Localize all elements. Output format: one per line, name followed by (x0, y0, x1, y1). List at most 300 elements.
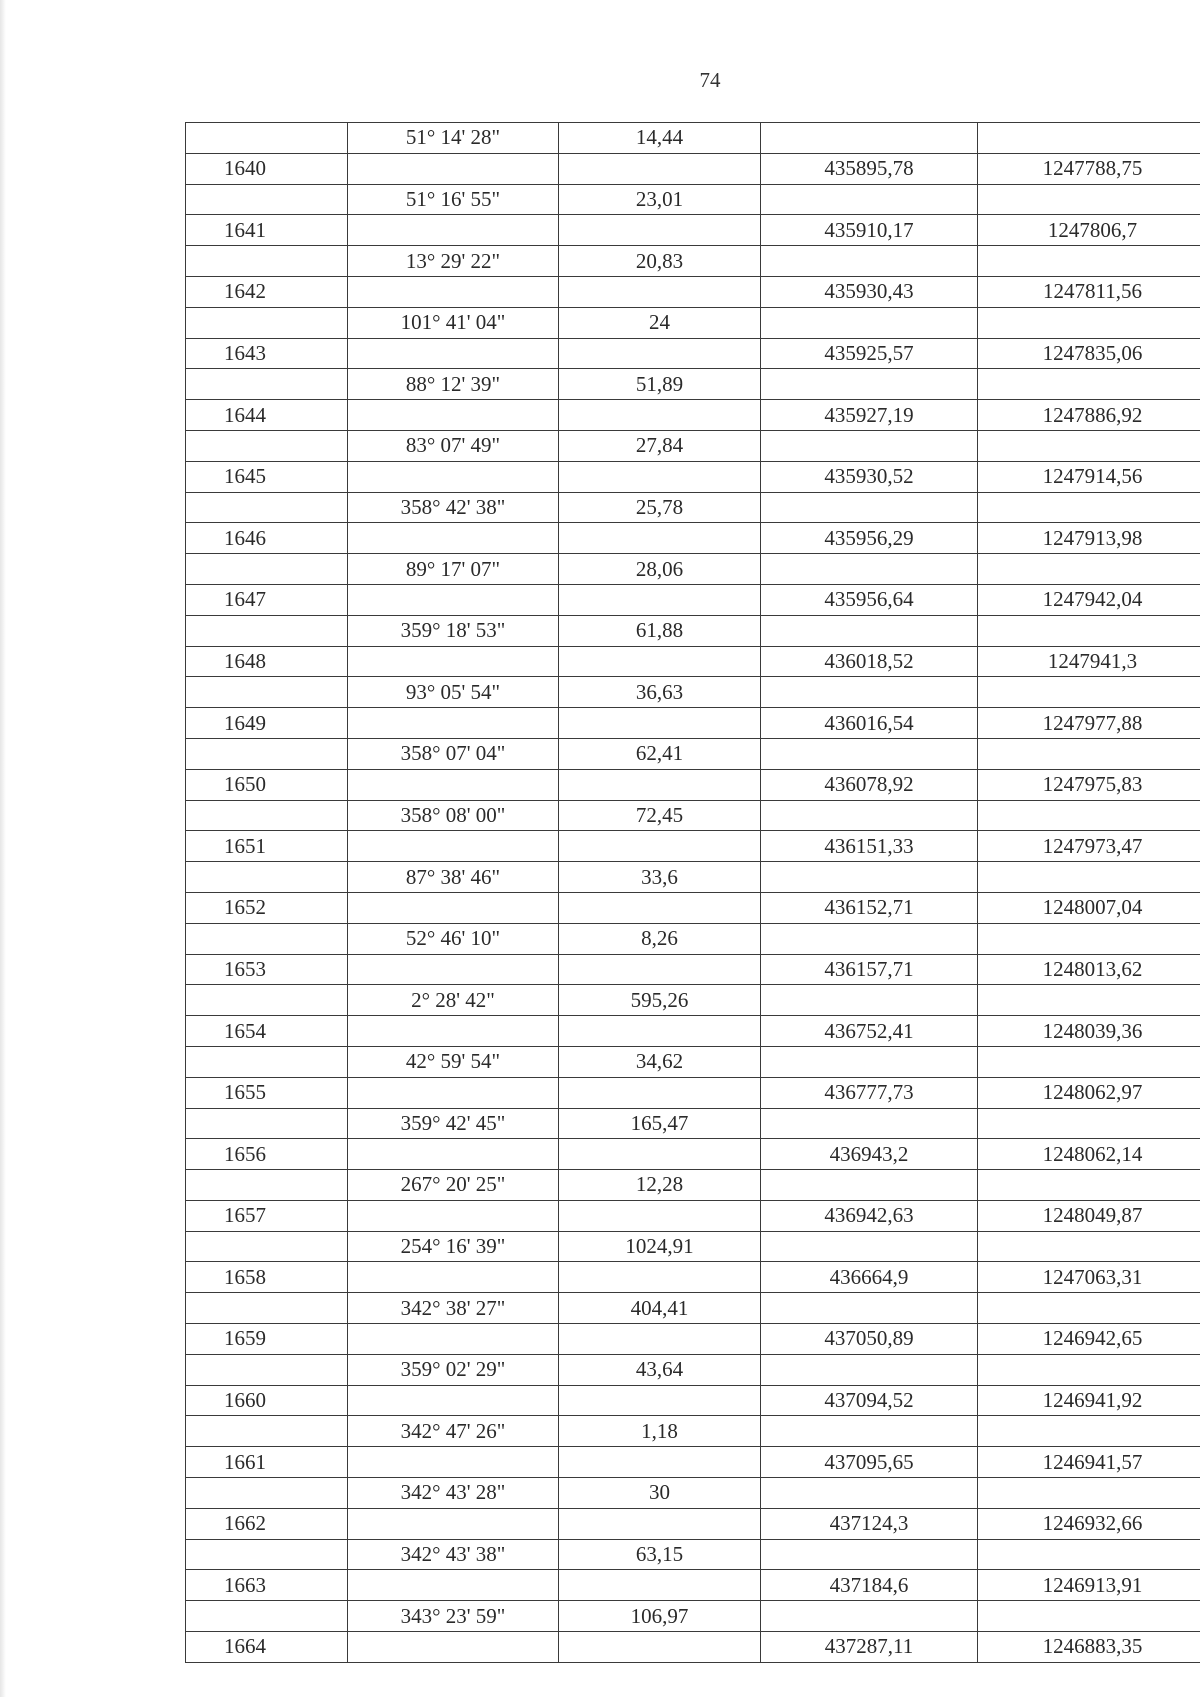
y-coordinate-cell: 1247886,92 (978, 400, 1200, 431)
y-coordinate-cell (978, 307, 1200, 338)
direction-angle-cell: 254° 16' 39" (348, 1231, 559, 1262)
x-coordinate-cell: 435930,52 (761, 461, 978, 492)
point-number-cell (186, 1416, 348, 1447)
y-coordinate-cell (978, 800, 1200, 831)
point-number-cell (186, 1539, 348, 1570)
table-row (186, 800, 1200, 831)
point-number-cell: 1660 (186, 1385, 348, 1416)
distance-cell: 28,06 (559, 554, 761, 585)
distance-cell: 34,62 (559, 1046, 761, 1077)
table-row (186, 1046, 1200, 1077)
distance-cell: 62,41 (559, 738, 761, 769)
point-number-cell (186, 1478, 348, 1509)
direction-angle-cell: 2° 28' 42" (348, 985, 559, 1016)
x-coordinate-cell (761, 1601, 978, 1632)
table-row (186, 1231, 1200, 1262)
point-number-cell (186, 923, 348, 954)
table-row (186, 1200, 1200, 1231)
point-number-cell: 1642 (186, 276, 348, 307)
table-row (186, 584, 1200, 615)
direction-angle-cell (348, 1139, 559, 1170)
distance-cell (559, 646, 761, 677)
page-number: 74 (699, 68, 721, 92)
y-coordinate-cell: 1247811,56 (978, 276, 1200, 307)
distance-cell: 30 (559, 1478, 761, 1509)
y-coordinate-cell: 1246942,65 (978, 1324, 1200, 1355)
table-row (186, 923, 1200, 954)
table-row (186, 1539, 1200, 1570)
table-row (186, 400, 1200, 431)
direction-angle-cell (348, 954, 559, 985)
x-coordinate-cell (761, 985, 978, 1016)
distance-cell (559, 1262, 761, 1293)
distance-cell (559, 153, 761, 184)
point-number-cell: 1662 (186, 1508, 348, 1539)
direction-angle-cell: 358° 42' 38" (348, 492, 559, 523)
point-number-cell (186, 246, 348, 277)
y-coordinate-cell: 1247942,04 (978, 584, 1200, 615)
x-coordinate-cell (761, 369, 978, 400)
direction-angle-cell (348, 1077, 559, 1108)
point-number-cell: 1655 (186, 1077, 348, 1108)
direction-angle-cell: 83° 07' 49" (348, 430, 559, 461)
direction-angle-cell: 342° 47' 26" (348, 1416, 559, 1447)
distance-cell: 106,97 (559, 1601, 761, 1632)
y-coordinate-cell: 1247063,31 (978, 1262, 1200, 1293)
point-number-cell (186, 738, 348, 769)
x-coordinate-cell (761, 1416, 978, 1447)
x-coordinate-cell: 436752,41 (761, 1016, 978, 1047)
y-coordinate-cell (978, 615, 1200, 646)
y-coordinate-cell (978, 862, 1200, 893)
distance-cell (559, 769, 761, 800)
point-number-cell: 1643 (186, 338, 348, 369)
direction-angle-cell: 93° 05' 54" (348, 677, 559, 708)
y-coordinate-cell: 1247941,3 (978, 646, 1200, 677)
y-coordinate-cell: 1247973,47 (978, 831, 1200, 862)
y-coordinate-cell: 1248039,36 (978, 1016, 1200, 1047)
point-number-cell: 1654 (186, 1016, 348, 1047)
x-coordinate-cell: 437287,11 (761, 1632, 978, 1663)
direction-angle-cell (348, 1262, 559, 1293)
point-number-cell (186, 430, 348, 461)
direction-angle-cell (348, 1016, 559, 1047)
x-coordinate-cell: 436943,2 (761, 1139, 978, 1170)
table-row (186, 307, 1200, 338)
distance-cell: 63,15 (559, 1539, 761, 1570)
distance-cell: 25,78 (559, 492, 761, 523)
distance-cell (559, 1447, 761, 1478)
distance-cell: 20,83 (559, 246, 761, 277)
direction-angle-cell (348, 1632, 559, 1663)
direction-angle-cell (348, 831, 559, 862)
direction-angle-cell: 342° 38' 27" (348, 1293, 559, 1324)
distance-cell (559, 1385, 761, 1416)
direction-angle-cell (348, 1570, 559, 1601)
distance-cell: 43,64 (559, 1354, 761, 1385)
point-number-cell: 1659 (186, 1324, 348, 1355)
table-row (186, 1077, 1200, 1108)
point-number-cell: 1663 (186, 1570, 348, 1601)
distance-cell (559, 1324, 761, 1355)
y-coordinate-cell: 1247835,06 (978, 338, 1200, 369)
direction-angle-cell: 359° 02' 29" (348, 1354, 559, 1385)
x-coordinate-cell (761, 246, 978, 277)
y-coordinate-cell: 1246941,57 (978, 1447, 1200, 1478)
x-coordinate-cell: 435910,17 (761, 215, 978, 246)
direction-angle-cell: 88° 12' 39" (348, 369, 559, 400)
distance-cell: 595,26 (559, 985, 761, 1016)
distance-cell: 33,6 (559, 862, 761, 893)
y-coordinate-cell: 1247977,88 (978, 708, 1200, 739)
distance-cell: 61,88 (559, 615, 761, 646)
table-row (186, 738, 1200, 769)
y-coordinate-cell (978, 1046, 1200, 1077)
direction-angle-cell (348, 215, 559, 246)
x-coordinate-cell: 437094,52 (761, 1385, 978, 1416)
table-row (186, 708, 1200, 739)
direction-angle-cell (348, 1508, 559, 1539)
direction-angle-cell (348, 1200, 559, 1231)
direction-angle-cell: 358° 07' 04" (348, 738, 559, 769)
distance-cell (559, 1200, 761, 1231)
table-row (186, 1016, 1200, 1047)
y-coordinate-cell (978, 738, 1200, 769)
x-coordinate-cell (761, 1170, 978, 1201)
table-row (186, 123, 1200, 154)
x-coordinate-cell (761, 1046, 978, 1077)
table-row (186, 246, 1200, 277)
point-number-cell (186, 800, 348, 831)
x-coordinate-cell: 436078,92 (761, 769, 978, 800)
distance-cell (559, 708, 761, 739)
x-coordinate-cell (761, 1354, 978, 1385)
y-coordinate-cell (978, 369, 1200, 400)
table-row (186, 1632, 1200, 1663)
x-coordinate-cell: 436018,52 (761, 646, 978, 677)
x-coordinate-cell: 436664,9 (761, 1262, 978, 1293)
y-coordinate-cell: 1247975,83 (978, 769, 1200, 800)
x-coordinate-cell: 436777,73 (761, 1077, 978, 1108)
table-row (186, 215, 1200, 246)
direction-angle-cell: 51° 16' 55" (348, 184, 559, 215)
y-coordinate-cell: 1248062,97 (978, 1077, 1200, 1108)
point-number-cell: 1651 (186, 831, 348, 862)
y-coordinate-cell (978, 1108, 1200, 1139)
y-coordinate-cell (978, 1231, 1200, 1262)
x-coordinate-cell (761, 677, 978, 708)
table-row (186, 1508, 1200, 1539)
table-row (186, 554, 1200, 585)
direction-angle-cell: 101° 41' 04" (348, 307, 559, 338)
y-coordinate-cell (978, 1539, 1200, 1570)
distance-cell: 12,28 (559, 1170, 761, 1201)
x-coordinate-cell: 435925,57 (761, 338, 978, 369)
table-row (186, 1385, 1200, 1416)
direction-angle-cell: 343° 23' 59" (348, 1601, 559, 1632)
point-number-cell (186, 554, 348, 585)
table-row (186, 369, 1200, 400)
direction-angle-cell: 358° 08' 00" (348, 800, 559, 831)
table-row (186, 892, 1200, 923)
x-coordinate-cell (761, 1478, 978, 1509)
table-row (186, 1170, 1200, 1201)
point-number-cell (186, 1046, 348, 1077)
point-number-cell: 1644 (186, 400, 348, 431)
direction-angle-cell (348, 1324, 559, 1355)
table-row (186, 954, 1200, 985)
x-coordinate-cell: 435895,78 (761, 153, 978, 184)
y-coordinate-cell (978, 554, 1200, 585)
distance-cell (559, 1139, 761, 1170)
distance-cell (559, 1508, 761, 1539)
table-row (186, 461, 1200, 492)
point-number-cell: 1649 (186, 708, 348, 739)
distance-cell (559, 1016, 761, 1047)
direction-angle-cell (348, 584, 559, 615)
table-row (186, 1447, 1200, 1478)
distance-cell: 27,84 (559, 430, 761, 461)
table-row (186, 1262, 1200, 1293)
y-coordinate-cell: 1248049,87 (978, 1200, 1200, 1231)
direction-angle-cell: 52° 46' 10" (348, 923, 559, 954)
table-row (186, 276, 1200, 307)
direction-angle-cell: 13° 29' 22" (348, 246, 559, 277)
point-number-cell: 1652 (186, 892, 348, 923)
distance-cell: 14,44 (559, 123, 761, 154)
y-coordinate-cell (978, 184, 1200, 215)
y-coordinate-cell: 1248007,04 (978, 892, 1200, 923)
distance-cell (559, 276, 761, 307)
table-row (186, 615, 1200, 646)
direction-angle-cell (348, 153, 559, 184)
distance-cell (559, 1077, 761, 1108)
direction-angle-cell (348, 708, 559, 739)
direction-angle-cell: 51° 14' 28" (348, 123, 559, 154)
table-row (186, 184, 1200, 215)
table-row (186, 523, 1200, 554)
distance-cell: 51,89 (559, 369, 761, 400)
direction-angle-cell: 359° 18' 53" (348, 615, 559, 646)
y-coordinate-cell (978, 1478, 1200, 1509)
y-coordinate-cell: 1247913,98 (978, 523, 1200, 554)
y-coordinate-cell (978, 430, 1200, 461)
point-number-cell: 1647 (186, 584, 348, 615)
table-row (186, 646, 1200, 677)
y-coordinate-cell: 1246913,91 (978, 1570, 1200, 1601)
x-coordinate-cell (761, 430, 978, 461)
y-coordinate-cell: 1247806,7 (978, 215, 1200, 246)
x-coordinate-cell (761, 1293, 978, 1324)
direction-angle-cell: 267° 20' 25" (348, 1170, 559, 1201)
x-coordinate-cell: 437050,89 (761, 1324, 978, 1355)
distance-cell (559, 584, 761, 615)
table-row (186, 1354, 1200, 1385)
point-number-cell (186, 1170, 348, 1201)
x-coordinate-cell: 436157,71 (761, 954, 978, 985)
direction-angle-cell (348, 523, 559, 554)
point-number-cell (186, 862, 348, 893)
y-coordinate-cell (978, 923, 1200, 954)
x-coordinate-cell: 435956,64 (761, 584, 978, 615)
x-coordinate-cell: 436016,54 (761, 708, 978, 739)
table-row (186, 153, 1200, 184)
table-row (186, 1108, 1200, 1139)
table-row (186, 1478, 1200, 1509)
distance-cell: 23,01 (559, 184, 761, 215)
point-number-cell: 1664 (186, 1632, 348, 1663)
x-coordinate-cell (761, 1539, 978, 1570)
x-coordinate-cell (761, 1231, 978, 1262)
distance-cell (559, 892, 761, 923)
point-number-cell (186, 1293, 348, 1324)
point-number-cell: 1645 (186, 461, 348, 492)
point-number-cell: 1658 (186, 1262, 348, 1293)
y-coordinate-cell: 1247914,56 (978, 461, 1200, 492)
point-number-cell: 1640 (186, 153, 348, 184)
point-number-cell: 1650 (186, 769, 348, 800)
x-coordinate-cell (761, 738, 978, 769)
point-number-cell: 1648 (186, 646, 348, 677)
point-number-cell (186, 492, 348, 523)
point-number-cell (186, 123, 348, 154)
point-number-cell: 1656 (186, 1139, 348, 1170)
distance-cell: 1024,91 (559, 1231, 761, 1262)
y-coordinate-cell: 1246932,66 (978, 1508, 1200, 1539)
x-coordinate-cell (761, 554, 978, 585)
direction-angle-cell (348, 338, 559, 369)
distance-cell: 72,45 (559, 800, 761, 831)
point-number-cell: 1661 (186, 1447, 348, 1478)
distance-cell (559, 461, 761, 492)
table-row (186, 677, 1200, 708)
direction-angle-cell (348, 892, 559, 923)
distance-cell (559, 1570, 761, 1601)
y-coordinate-cell (978, 1170, 1200, 1201)
y-coordinate-cell (978, 1354, 1200, 1385)
table-row (186, 492, 1200, 523)
distance-cell (559, 338, 761, 369)
point-number-cell (186, 615, 348, 646)
scan-edge-shadow (0, 0, 6, 1697)
point-number-cell (186, 1601, 348, 1632)
direction-angle-cell (348, 1385, 559, 1416)
x-coordinate-cell (761, 862, 978, 893)
table-row (186, 831, 1200, 862)
x-coordinate-cell (761, 800, 978, 831)
distance-cell: 36,63 (559, 677, 761, 708)
y-coordinate-cell (978, 1601, 1200, 1632)
y-coordinate-cell: 1246883,35 (978, 1632, 1200, 1663)
x-coordinate-cell: 436152,71 (761, 892, 978, 923)
distance-cell (559, 215, 761, 246)
x-coordinate-cell: 436942,63 (761, 1200, 978, 1231)
point-number-cell (186, 184, 348, 215)
distance-cell: 24 (559, 307, 761, 338)
direction-angle-cell: 89° 17' 07" (348, 554, 559, 585)
x-coordinate-cell: 435956,29 (761, 523, 978, 554)
y-coordinate-cell (978, 246, 1200, 277)
y-coordinate-cell (978, 1416, 1200, 1447)
direction-angle-cell (348, 769, 559, 800)
y-coordinate-cell: 1248013,62 (978, 954, 1200, 985)
distance-cell (559, 954, 761, 985)
direction-angle-cell: 359° 42' 45" (348, 1108, 559, 1139)
coordinates-table-body (186, 123, 1200, 1663)
point-number-cell: 1657 (186, 1200, 348, 1231)
direction-angle-cell (348, 646, 559, 677)
x-coordinate-cell (761, 615, 978, 646)
distance-cell: 404,41 (559, 1293, 761, 1324)
point-number-cell (186, 1354, 348, 1385)
distance-cell (559, 1632, 761, 1663)
table-row (186, 985, 1200, 1016)
point-number-cell (186, 1231, 348, 1262)
table-row (186, 1416, 1200, 1447)
table-row (186, 769, 1200, 800)
direction-angle-cell: 342° 43' 38" (348, 1539, 559, 1570)
point-number-cell (186, 369, 348, 400)
table-row (186, 430, 1200, 461)
x-coordinate-cell (761, 184, 978, 215)
x-coordinate-cell: 437124,3 (761, 1508, 978, 1539)
distance-cell: 1,18 (559, 1416, 761, 1447)
table-row (186, 1601, 1200, 1632)
x-coordinate-cell: 437184,6 (761, 1570, 978, 1601)
y-coordinate-cell (978, 1293, 1200, 1324)
direction-angle-cell: 42° 59' 54" (348, 1046, 559, 1077)
x-coordinate-cell: 435930,43 (761, 276, 978, 307)
table-row (186, 862, 1200, 893)
distance-cell: 165,47 (559, 1108, 761, 1139)
x-coordinate-cell (761, 123, 978, 154)
x-coordinate-cell (761, 923, 978, 954)
y-coordinate-cell: 1248062,14 (978, 1139, 1200, 1170)
distance-cell (559, 400, 761, 431)
x-coordinate-cell (761, 1108, 978, 1139)
direction-angle-cell (348, 276, 559, 307)
point-number-cell (186, 1108, 348, 1139)
y-coordinate-cell (978, 677, 1200, 708)
point-number-cell: 1641 (186, 215, 348, 246)
direction-angle-cell (348, 400, 559, 431)
table-row (186, 1324, 1200, 1355)
x-coordinate-cell: 437095,65 (761, 1447, 978, 1478)
coordinates-table (185, 122, 1200, 1663)
point-number-cell: 1653 (186, 954, 348, 985)
direction-angle-cell: 87° 38' 46" (348, 862, 559, 893)
point-number-cell (186, 307, 348, 338)
distance-cell (559, 831, 761, 862)
table-row (186, 1139, 1200, 1170)
direction-angle-cell (348, 1447, 559, 1478)
direction-angle-cell (348, 461, 559, 492)
y-coordinate-cell: 1247788,75 (978, 153, 1200, 184)
distance-cell: 8,26 (559, 923, 761, 954)
x-coordinate-cell: 435927,19 (761, 400, 978, 431)
point-number-cell (186, 677, 348, 708)
table-row (186, 1293, 1200, 1324)
y-coordinate-cell (978, 123, 1200, 154)
table-row (186, 338, 1200, 369)
y-coordinate-cell (978, 985, 1200, 1016)
direction-angle-cell: 342° 43' 28" (348, 1478, 559, 1509)
point-number-cell (186, 985, 348, 1016)
x-coordinate-cell (761, 492, 978, 523)
x-coordinate-cell: 436151,33 (761, 831, 978, 862)
y-coordinate-cell (978, 492, 1200, 523)
distance-cell (559, 523, 761, 554)
